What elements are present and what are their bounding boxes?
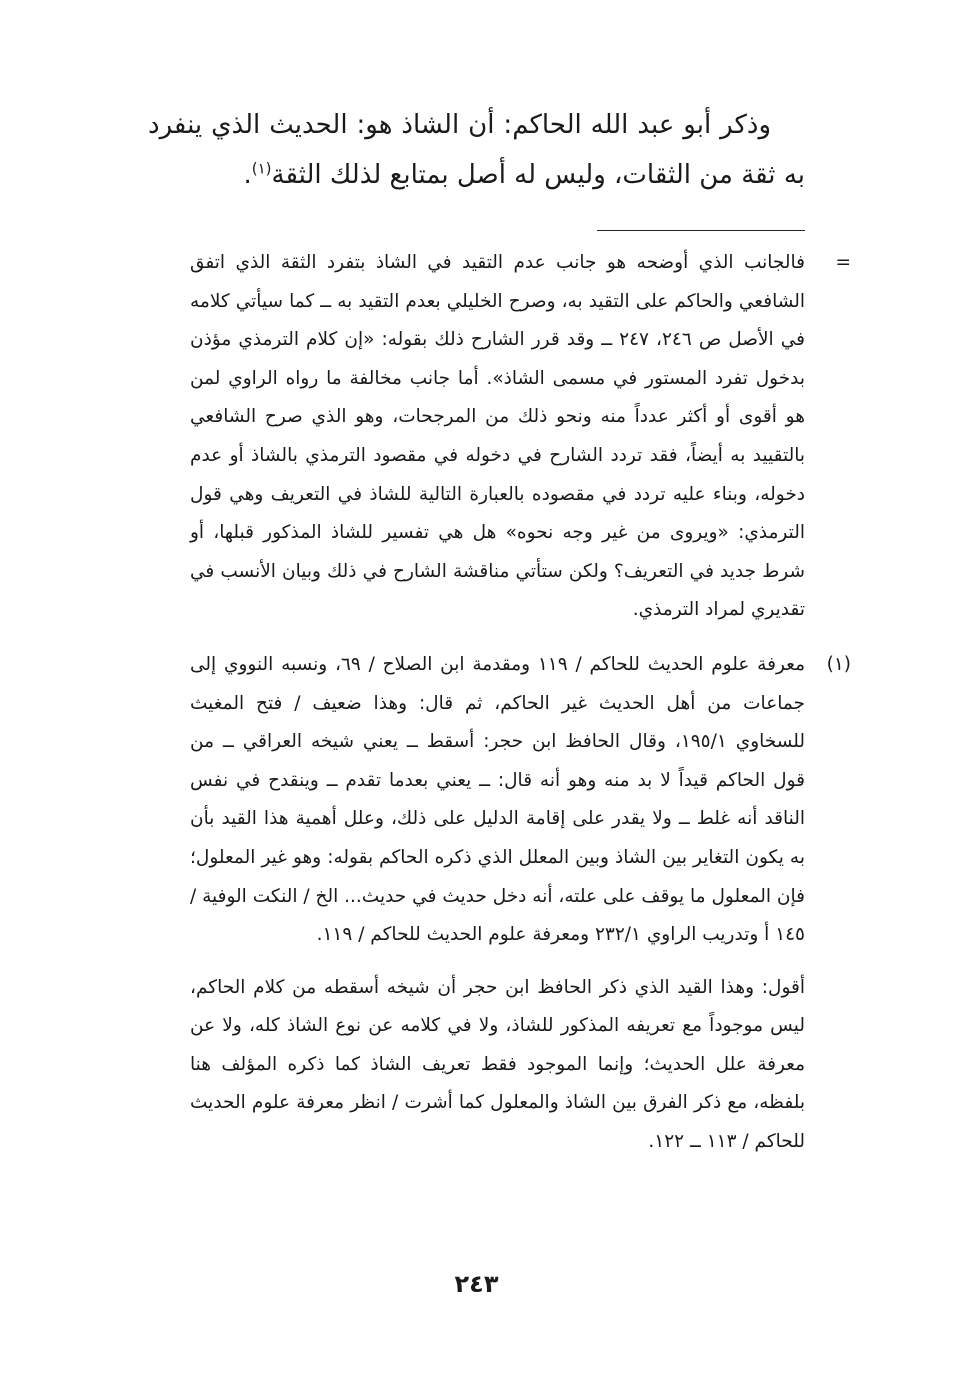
continuation-marker: = <box>835 252 851 273</box>
footnote-ref: (١) <box>251 159 272 178</box>
main-paragraph-text: وذكر أبو عبد الله الحاكم: أن الشاذ هو: الحديث الذي ينفرد به ثقة من الثقات، وليس له أصل بمتابع لذلك الثقة <box>148 110 805 190</box>
footnote-1-marker: (١) <box>826 653 851 675</box>
footnote-comment <box>190 969 805 1162</box>
footnote-1 <box>190 646 851 955</box>
main-paragraph <box>148 100 805 200</box>
footnotes <box>190 244 851 1162</box>
footnote-comment-text: أقول: وهذا القيد الذي ذكر الحافظ ابن حجر أن شيخه أسقطه من كلام الحاكم، ليس موجوداً مع تعريفه المذكور للشاذ، ولا في كلامه عن نوع الشاذ كله، ولا عن معرفة علل الحديث؛ وإنما الموجود فقط تعريف الشاذ كما ذكره المؤلف هنا بلفظه، مع ذكر الفرق بين الشاذ والمعلول كما أشرت / انظر معرفة علوم الحديث للحاكم / ١١٣ ــ ١٢٢. <box>190 976 805 1153</box>
page-number: ٢٤٣ <box>454 1270 499 1298</box>
footnote-continuation-text: فالجانب الذي أوضحه هو جانب عدم التقيد في الشاذ بتفرد الثقة الذي اتفق الشافعي والحاكم على التقيد به، وصرح الخليلي بعدم التقيد به ــ كما سيأتي كلامه في الأصل ص ٢٤٦، ٢٤٧ ــ وقد قرر الشارح ذلك بقوله: «إن كلام الترمذي مؤذن بدخول تفرد المستور في مسمى الشاذ». أما جانب مخالفة ما رواه الراوي لمن هو أقوى أو أكثر عدداً منه ونحو ذلك من المرجحات، وهو الذي صرح الشافعي بالتقييد به أيضاً، فقد تردد الشارح في دخوله في مقصود الترمذي بالشاذ أو عدم دخوله، وبناء عليه تردد في مقصوده بالعبارة التالية للشاذ في التعريف وهي قول الترمذي: «ويروى من غير وجه نحوه» هل هي تفسير للشاذ المذكور قبلها، أو شرط جديد في التعريف؟ ولكن ستأتي مناقشة الشارح في ذلك وبيان الأنسب في تقديري لمراد الترمذي. <box>190 252 805 621</box>
footnote-1-text: معرفة علوم الحديث للحاكم / ١١٩ ومقدمة ابن الصلاح / ٦٩، ونسبه النووي إلى جماعات من أهل الحديث غير الحاكم، ثم قال: وهذا ضعيف / فتح المغيث للسخاوي ١٩٥/١، وقال الحافظ ابن حجر: أسقط ــ يعني شيخه العراقي ــ من قول الحاكم قيداً لا بد منه وهو أنه قال: ــ يعني بعدما تقدم ــ وينقدح في نفس الناقد أنه غلط ــ ولا يقدر على إقامة الدليل على ذلك، وعلل أهمية هذا القيد بأن به يكون التغاير بين الشاذ وبين المعلل الذي ذكره الحاكم بقوله: وهو غير المعلول؛ فإن المعلول ما يوقف على علته، أنه دخل حديث في حديث... الخ / النكت الوفية / ١٤٥ أ وتدريب الراوي ٢٣٢/١ ومعرفة علوم الحديث للحاكم / ١١٩. <box>190 653 806 946</box>
footnote-separator <box>597 230 805 231</box>
main-paragraph-end: . <box>243 160 252 190</box>
footnote-continuation <box>190 244 851 630</box>
main-text <box>148 100 805 200</box>
